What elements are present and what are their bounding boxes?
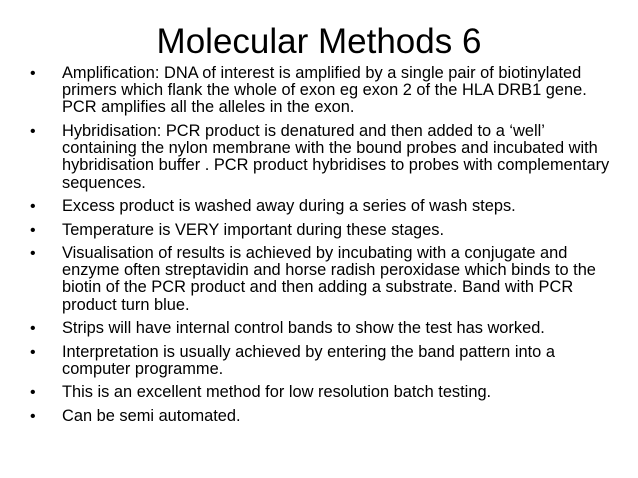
bullet-item [30,198,610,215]
bullet-dot-icon: • [30,65,36,82]
bullet-item [30,320,610,337]
bullet-dot-icon: • [30,198,36,216]
bullet-text: Strips will have internal control bands to show the test has worked. [62,319,545,338]
bullet-text: Interpretation is usually achieved by entering the band pattern into a computer programme. [62,342,555,378]
bullet-dot-icon: • [30,384,36,402]
bullet-list [30,65,610,431]
bullet-item [30,245,610,314]
bullet-item [30,65,610,117]
bullet-item [30,408,610,425]
bullet-dot-icon: • [30,221,36,239]
bullet-dot-icon: • [30,245,36,263]
bullet-dot-icon: • [30,320,36,338]
bullet-text: Amplification: DNA of interest is amplified by a single pair of biotinylated primers which flank the whole of exon eg exon 2 of the HLA DRB1 gene. PCR amplifies all the alleles in the exon. [62,64,587,117]
bullet-text: Excess product is washed away during a series of wash steps. [62,197,516,216]
bullet-text: Hybridisation: PCR product is denatured and then added to a ‘well’ containing the nylon membrane with the bound probes and incubated with hybridisation buffer . PCR product hybridises to probes with complementary sequences. [62,121,610,192]
bullet-dot-icon: • [30,122,36,140]
bullet-item [30,384,610,401]
bullet-item [30,123,610,192]
bullet-item [30,344,610,378]
bullet-text: This is an excellent method for low resolution batch testing. [62,383,492,402]
bullet-text: Temperature is VERY important during these stages. [62,220,445,239]
bullet-dot-icon: • [30,343,36,361]
slide-title: Molecular Methods 6 [156,22,482,61]
bullet-text: Visualisation of results is achieved by incubating with a conjugate and enzyme often streptavidin and horse radish peroxidase which binds to the biotin of the PCR product and then adding a substrate. Band with PCR product turn blue. [62,244,596,314]
bullet-item [30,222,610,239]
bullet-dot-icon: • [30,407,36,425]
bullet-text: Can be semi automated. [62,406,241,425]
